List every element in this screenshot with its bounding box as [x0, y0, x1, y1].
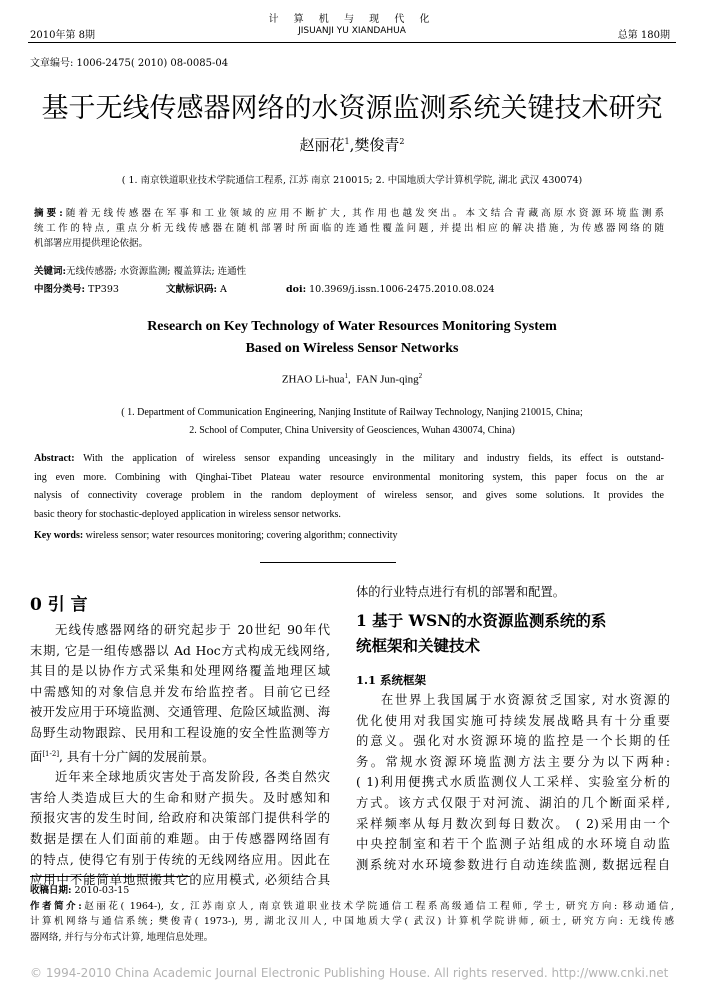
- abstract-cn-line: 统工作的特点, 重点分析无线传感器在随机部署时所面临的连通性覆盖问题, 并提出相应的解决措施, 为传感器网络的随: [34, 223, 664, 234]
- doc-value: A: [220, 284, 227, 295]
- received-label: 收稿日期:: [30, 885, 72, 896]
- abstract-cn: [34, 206, 664, 251]
- body-line: 的特点, 使得它有别于传统的无线网络应用。因此在: [30, 852, 330, 867]
- abstract-en-line: ing even more. Combining with Qinghai-Tibet Plateau water resource environmental monitoring system, this paper focus on the ar: [34, 471, 664, 483]
- title-en-line: Based on Wireless Sensor Networks: [245, 341, 459, 356]
- doc-code: [166, 282, 227, 297]
- affiliation-en: [0, 404, 704, 440]
- citation: [1-2]: [42, 749, 60, 758]
- section-0-body: [30, 620, 330, 891]
- body-line: 面: [30, 749, 43, 764]
- body-line: 优化使用对我国实施可持续发展战略具有十分重要: [356, 713, 670, 728]
- abstract-cn-line: 机部署应用提供理论依据。: [34, 238, 149, 249]
- header-journal-cn: 计 算 机 与 现 代 化: [268, 14, 436, 25]
- body-line: 体的行业特点进行有机的部署和配置。: [356, 585, 566, 599]
- abstract-en-line: With the application of wireless sensor expanding unceasingly in the military and industry fields, its effect is outstand-: [83, 453, 664, 464]
- title-en: [0, 316, 704, 360]
- keywords-cn-text: 无线传感器; 水资源监测; 覆盖算法; 连通性: [66, 266, 247, 277]
- keywords-cn: [34, 264, 246, 279]
- body-line: 中需感知的对象信息并发布给监控者。目前它已经: [30, 684, 330, 699]
- right-col-cont: [356, 582, 670, 603]
- bio-line: 计算机网络与通信系统; 樊俊青( 1973-), 男, 湖北汉川人, 中国地质大学( 武汉) 计算机学院讲师, 硕士, 研究方向: 无线传感: [30, 916, 674, 927]
- body-line: 末期, 它是一组传感器以 Ad Hoc方式构成无线网络,: [30, 643, 330, 658]
- bio-label: 作者简介:: [30, 900, 82, 912]
- subsection-1-1-heading: 1.1 系统框架: [356, 673, 427, 687]
- body-line: 被开发应用于环境监测、交通管理、危险区域监测、海: [30, 705, 330, 720]
- header-total-issue: 总第 180期: [617, 30, 670, 41]
- keywords-cn-label: 关键词:: [34, 266, 67, 277]
- body-line: 的意义。强化对水资源环境的监控是一个长期的任: [356, 734, 670, 749]
- body-line: 在世界上我国属于水资源贫乏国家, 对水资源的: [381, 693, 670, 707]
- clc-label: 中图分类号:: [34, 284, 86, 295]
- section-0-heading: 0 引 言: [30, 595, 88, 615]
- author-en-sep: ,: [347, 373, 351, 386]
- affiliation-cn: ( 1. 南京铁道职业技术学院通信工程系, 江苏 南京 210015; 2. 中国地质大学计算机学院, 湖北 武汉 430074): [121, 175, 583, 186]
- body-line: 应用中不能简单地照搬其它的应用模式, 必须结合具: [30, 873, 330, 888]
- author-1-en: ZHAO Li-hua: [281, 373, 345, 386]
- author-sep: ,: [349, 136, 355, 154]
- bio-line: 器网络, 并行与分布式计算, 地理信息处理。: [30, 931, 214, 943]
- abstract-en-label: Abstract:: [34, 453, 75, 464]
- body-line: 害给人类造成巨大的生命和财产损失。及时感知和: [30, 790, 330, 805]
- body-line: 中央控制室和若干个监测子站组成的水环境自动监: [356, 837, 670, 852]
- article-number: 文章编号: 1006-2475( 2010) 08-0085-04: [30, 58, 229, 69]
- header-journal-en: JISUANJI YU XIANDAHUA: [298, 26, 406, 36]
- footnotes: [30, 883, 674, 945]
- body-line: 采样频率从每月数次到每日数次。 ( 2)采用由一个: [356, 816, 670, 831]
- copyright-notice: © 1994-2010 China Academic Journal Electronic Publishing House. All rights reserved. http://www.cnki.net: [30, 966, 669, 980]
- authors-cn: [0, 134, 704, 155]
- classification-line: [34, 282, 119, 297]
- keywords-en-text: wireless sensor; water resources monitoring; covering algorithm; connectivity: [85, 530, 398, 541]
- body-line: 务。常规水资源环境监测方法主要分为以下两种:: [356, 754, 670, 769]
- author-1-en-sup: 1: [344, 372, 348, 380]
- affiliation-en-line: 2. School of Computer, China University of Geosciences, Wuhan 430074, China): [189, 425, 515, 436]
- keywords-en-label: Key words:: [34, 530, 84, 541]
- body-line: , 具有十分广阔的发展前景。: [59, 749, 215, 764]
- body-line: 岛野生动物跟踪、民用和工程设施的安全性监测等方: [30, 725, 330, 740]
- header-issue: 2010年第 8期: [30, 30, 95, 41]
- body-line: 近年来全球地质灾害处于高发阶段, 各类自然灾: [55, 770, 330, 785]
- doi-label: doi:: [286, 284, 307, 295]
- body-line: 测系统对水环境参数进行自动连续监测, 数据远程自: [356, 857, 670, 872]
- section-1-heading-line: 统框架和关键技术: [356, 636, 481, 655]
- author-2-cn: 樊俊青: [354, 136, 400, 154]
- author-2-en-sup: 2: [418, 372, 423, 380]
- title-cn: 基于无线传感器网络的水资源监测系统关键技术研究: [41, 93, 663, 124]
- authors-en: [0, 372, 704, 386]
- body-line: 预报灾害的发生时间, 给政府和决策部门提供科学的: [30, 811, 330, 826]
- section-1-heading-line: 1 基于 WSN的水资源监测系统的系: [356, 611, 607, 630]
- received-date: 2010-03-15: [74, 885, 130, 896]
- title-en-line: Research on Key Technology of Water Resources Monitoring System: [147, 319, 557, 334]
- abstract-en: [34, 450, 664, 524]
- body-line: 无线传感器网络的研究起步于 20世纪 90年代: [55, 623, 330, 637]
- body-line: 方式。该方式仅限于对河流、湖泊的几个断面采样,: [356, 795, 670, 810]
- author-2-en: FAN Jun-qing: [356, 373, 419, 386]
- author-2-sup: 2: [399, 137, 405, 146]
- bio-line: 赵丽花( 1964-), 女, 江苏南京人, 南京铁道职业技术学院通信工程系高级通信工程师, 学士, 研究方向: 移动通信,: [81, 900, 674, 912]
- clc-value: TP393: [88, 284, 119, 295]
- author-1-cn: 赵丽花: [299, 136, 345, 154]
- body-line: 数据是摆在人们面前的难题。由于传感器网络固有: [30, 832, 330, 847]
- abstract-cn-label: 摘要:: [34, 208, 63, 219]
- body-line: ( 1)利用便携式水质监测仪人工采样、实验室分析的: [356, 775, 670, 790]
- doi: [286, 282, 495, 297]
- doi-value: 10.3969/j.issn.1006-2475.2010.08.024: [309, 284, 495, 295]
- abstract-en-line: basic theory for stochastic-deployed application in wireless sensor networks.: [34, 508, 341, 520]
- abstract-cn-line: 随着无线传感器在军事和工业领域的应用不断扩大, 其作用也越发突出。本文结合青藏高原水资源环境监测系: [62, 208, 664, 219]
- author-1-sup: 1: [344, 137, 350, 146]
- doc-label: 文献标识码:: [166, 284, 218, 295]
- right-col-body: [356, 690, 670, 875]
- header-rule: [28, 42, 676, 43]
- body-line: 其目的是以协作方式采集和处理网络覆盖地理区域: [30, 664, 330, 679]
- footnote-rule: [30, 876, 190, 877]
- abstract-divider: [260, 562, 396, 563]
- affiliation-en-line: ( 1. Department of Communication Engineering, Nanjing Institute of Railway Technology, Nanjing 210015, China;: [121, 407, 583, 418]
- abstract-en-line: nalysis of connectivity coverage problem in the random deployment of wireless sensor, and gives some solutions. It provides the: [34, 490, 664, 501]
- section-1-heading: [356, 608, 606, 658]
- keywords-en: [34, 530, 398, 541]
